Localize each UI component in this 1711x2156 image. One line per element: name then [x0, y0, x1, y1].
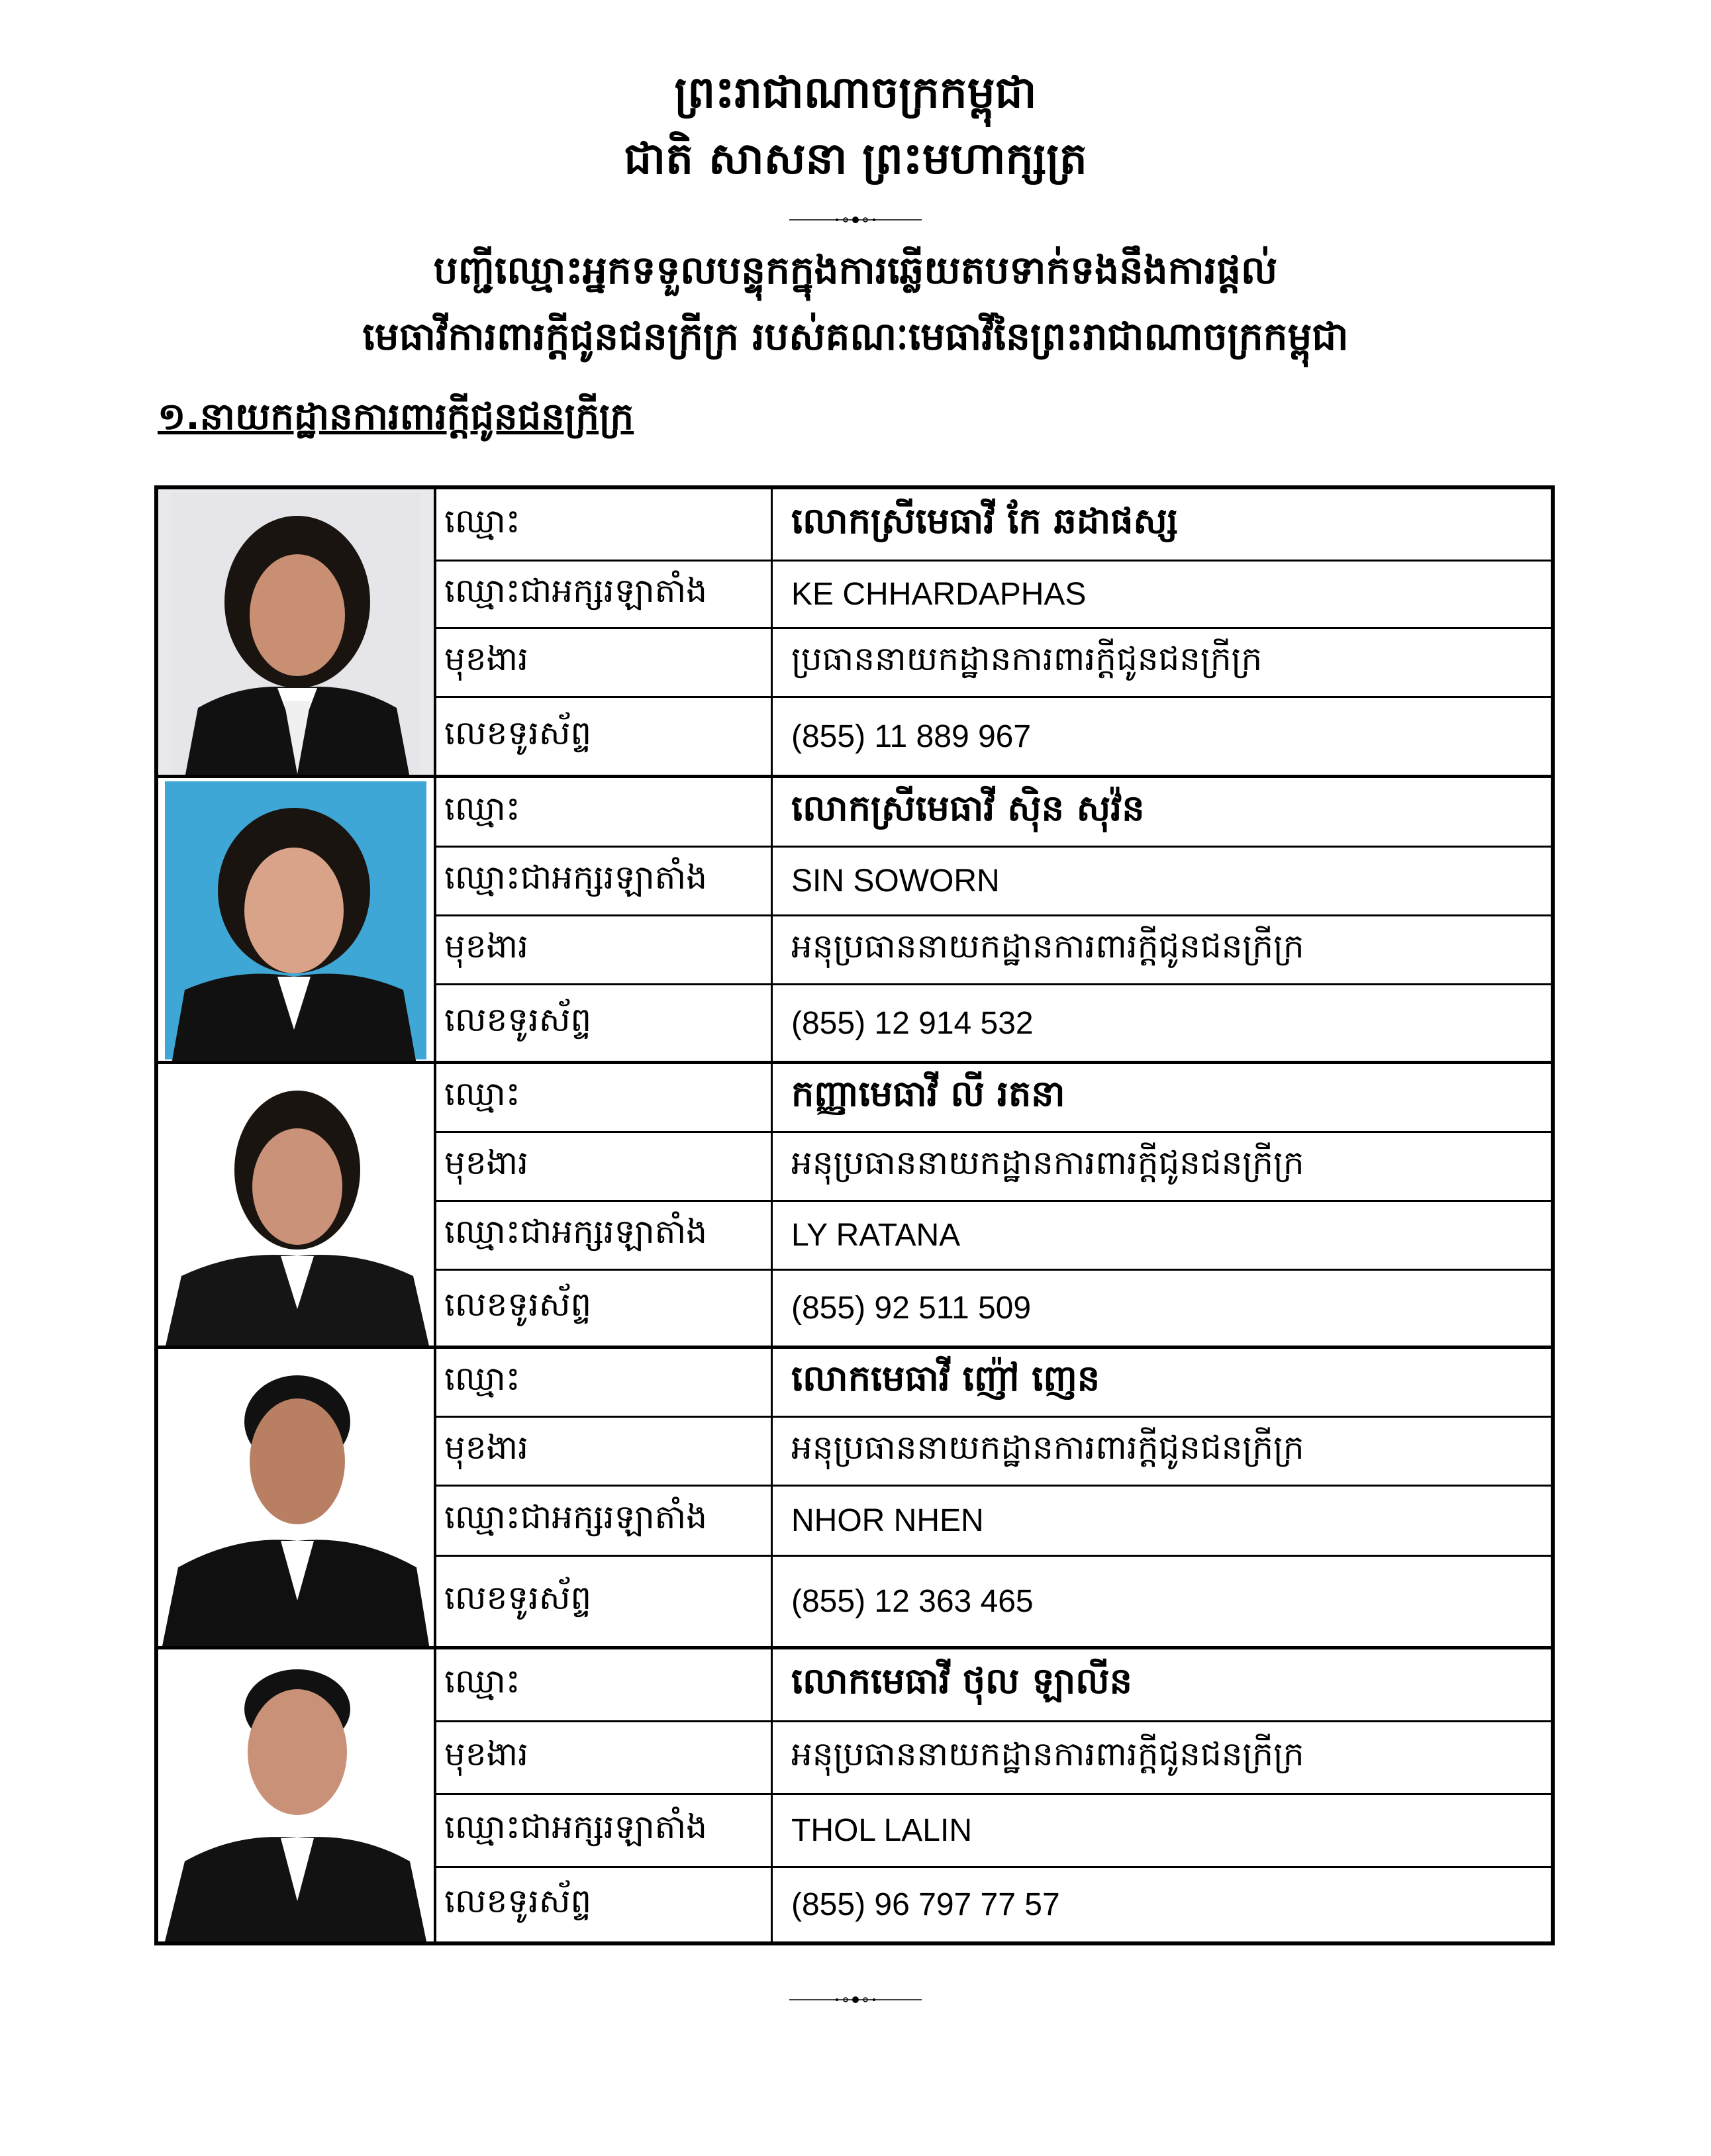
latin-name-label: ឈ្មោះជាអក្សរឡាតាំង	[436, 562, 773, 627]
staff-name: លោកមេធាវី ថុល ឡាលីន	[791, 1660, 1132, 1702]
name-label: ឈ្មោះ	[436, 1064, 773, 1131]
position-row	[436, 916, 1551, 985]
position-label: មុខងារ	[436, 1722, 773, 1793]
phone-label: លេខទូរស័ព្ទ	[436, 1868, 773, 1941]
staff-phone: (855) 11 889 967	[791, 718, 1032, 754]
staff-phone: (855) 96 797 77 57	[791, 1887, 1060, 1922]
staff-position: អនុប្រធាននាយកដ្ឋានការពារក្តីជូនជនក្រីក្រ	[791, 1428, 1304, 1467]
staff-entry	[158, 1649, 1551, 1941]
staff-latin-name: LY RATANA	[791, 1218, 961, 1253]
document-title-line-2: មេធាវីការពារក្តីជូនជនក្រីក្រ របស់គណៈមេធាវីនៃព្រះរាជាណាចក្រកម្ពុជា	[362, 314, 1349, 359]
latin-name-row	[436, 562, 1551, 629]
staff-latin-name: SIN SOWORN	[791, 863, 1000, 899]
latin-name-row	[436, 1487, 1551, 1557]
document-title-line-1: បញ្ជីឈ្មោះអ្នកទទួលបន្ទុកក្នុងការឆ្លើយតបទាក់ទងនឹងការផ្តល់	[433, 248, 1278, 293]
name-row	[436, 1064, 1551, 1133]
latin-name-row	[436, 1795, 1551, 1868]
portrait-icon	[158, 489, 434, 775]
position-label: មុខងារ	[436, 1133, 773, 1200]
name-row	[436, 778, 1551, 848]
ornament-divider-icon	[789, 1993, 922, 2006]
phone-row	[436, 1271, 1551, 1346]
latin-name-label: ឈ្មោះជាអក្សរឡាតាំង	[436, 1487, 773, 1555]
staff-name: លោកមេធាវី ញ៉ៅ ញេន	[791, 1357, 1100, 1399]
staff-photo	[158, 778, 436, 1061]
phone-row	[436, 698, 1551, 775]
name-row	[436, 1649, 1551, 1722]
name-row	[436, 489, 1551, 562]
staff-position: អនុប្រធាននាយកដ្ឋានការពារក្តីជូនជនក្រីក្រ	[791, 1144, 1304, 1182]
phone-label: លេខទូរស័ព្ទ	[436, 1271, 773, 1346]
staff-photo	[158, 1064, 436, 1346]
staff-name: កញ្ញាមេធាវី លី រតនា	[791, 1073, 1065, 1114]
staff-entry	[158, 1064, 1551, 1349]
staff-photo	[158, 489, 436, 775]
phone-label: លេខទូរស័ព្ទ	[436, 1557, 773, 1646]
phone-row	[436, 1868, 1551, 1941]
kingdom-heading: ព្រះរាជាណាចក្រកម្ពុជា	[674, 67, 1037, 118]
latin-name-label: ឈ្មោះជាអក្សរឡាតាំង	[436, 1202, 773, 1269]
name-label: ឈ្មោះ	[436, 489, 773, 560]
staff-latin-name: THOL LALIN	[791, 1813, 972, 1848]
position-label: មុខងារ	[436, 629, 773, 696]
latin-name-label: ឈ្មោះជាអក្សរឡាតាំង	[436, 1795, 773, 1866]
position-label: មុខងារ	[436, 916, 773, 983]
position-row	[436, 1133, 1551, 1202]
staff-entry	[158, 489, 1551, 778]
staff-photo	[158, 1649, 436, 1941]
position-row	[436, 629, 1551, 698]
staff-photo	[158, 1349, 436, 1646]
portrait-icon	[158, 1064, 434, 1346]
staff-entry	[158, 1349, 1551, 1649]
position-row	[436, 1722, 1551, 1795]
staff-position: អនុប្រធាននាយកដ្ឋានការពារក្តីជូនជនក្រីក្រ	[791, 927, 1304, 965]
staff-phone: (855) 12 363 465	[791, 1584, 1034, 1619]
section-heading: ១.នាយកដ្ឋានការពារក្តីជូនជនក្រីក្រ	[158, 395, 634, 438]
staff-phone: (855) 12 914 532	[791, 1005, 1034, 1041]
staff-position: ប្រធាននាយកដ្ឋានការពារក្តីជូនជនក្រីក្រ	[791, 640, 1263, 678]
staff-latin-name: NHOR NHEN	[791, 1503, 984, 1538]
position-label: មុខងារ	[436, 1418, 773, 1485]
phone-label: លេខទូរស័ព្ទ	[436, 698, 773, 775]
staff-latin-name: KE CHHARDAPHAS	[791, 577, 1087, 612]
staff-position: អនុប្រធាននាយកដ្ឋានការពារក្តីជូនជនក្រីក្រ	[791, 1735, 1304, 1773]
name-label: ឈ្មោះ	[436, 1649, 773, 1720]
portrait-icon	[158, 1649, 434, 1941]
staff-phone: (855) 92 511 509	[791, 1291, 1032, 1326]
phone-row	[436, 1557, 1551, 1646]
portrait-icon	[158, 778, 434, 1061]
latin-name-row	[436, 848, 1551, 916]
staff-name: លោកស្រីមេធាវី ស៊ិន សុវ៉ន	[791, 787, 1145, 829]
staff-name: លោកស្រីមេធាវី កែ ឆដាផស្ស	[791, 499, 1178, 542]
latin-name-label: ឈ្មោះជាអក្សរឡាតាំង	[436, 848, 773, 914]
staff-entry	[158, 778, 1551, 1064]
name-label: ឈ្មោះ	[436, 778, 773, 846]
ornament-divider-icon	[789, 213, 922, 226]
position-row	[436, 1418, 1551, 1487]
staff-roster-table	[154, 485, 1555, 1945]
portrait-icon	[158, 1349, 434, 1646]
phone-row	[436, 985, 1551, 1061]
name-row	[436, 1349, 1551, 1418]
national-motto: ជាតិ សាសនា ព្រះមហាក្សត្រ	[624, 133, 1087, 184]
name-label: ឈ្មោះ	[436, 1349, 773, 1416]
phone-label: លេខទូរស័ព្ទ	[436, 985, 773, 1061]
latin-name-row	[436, 1202, 1551, 1271]
